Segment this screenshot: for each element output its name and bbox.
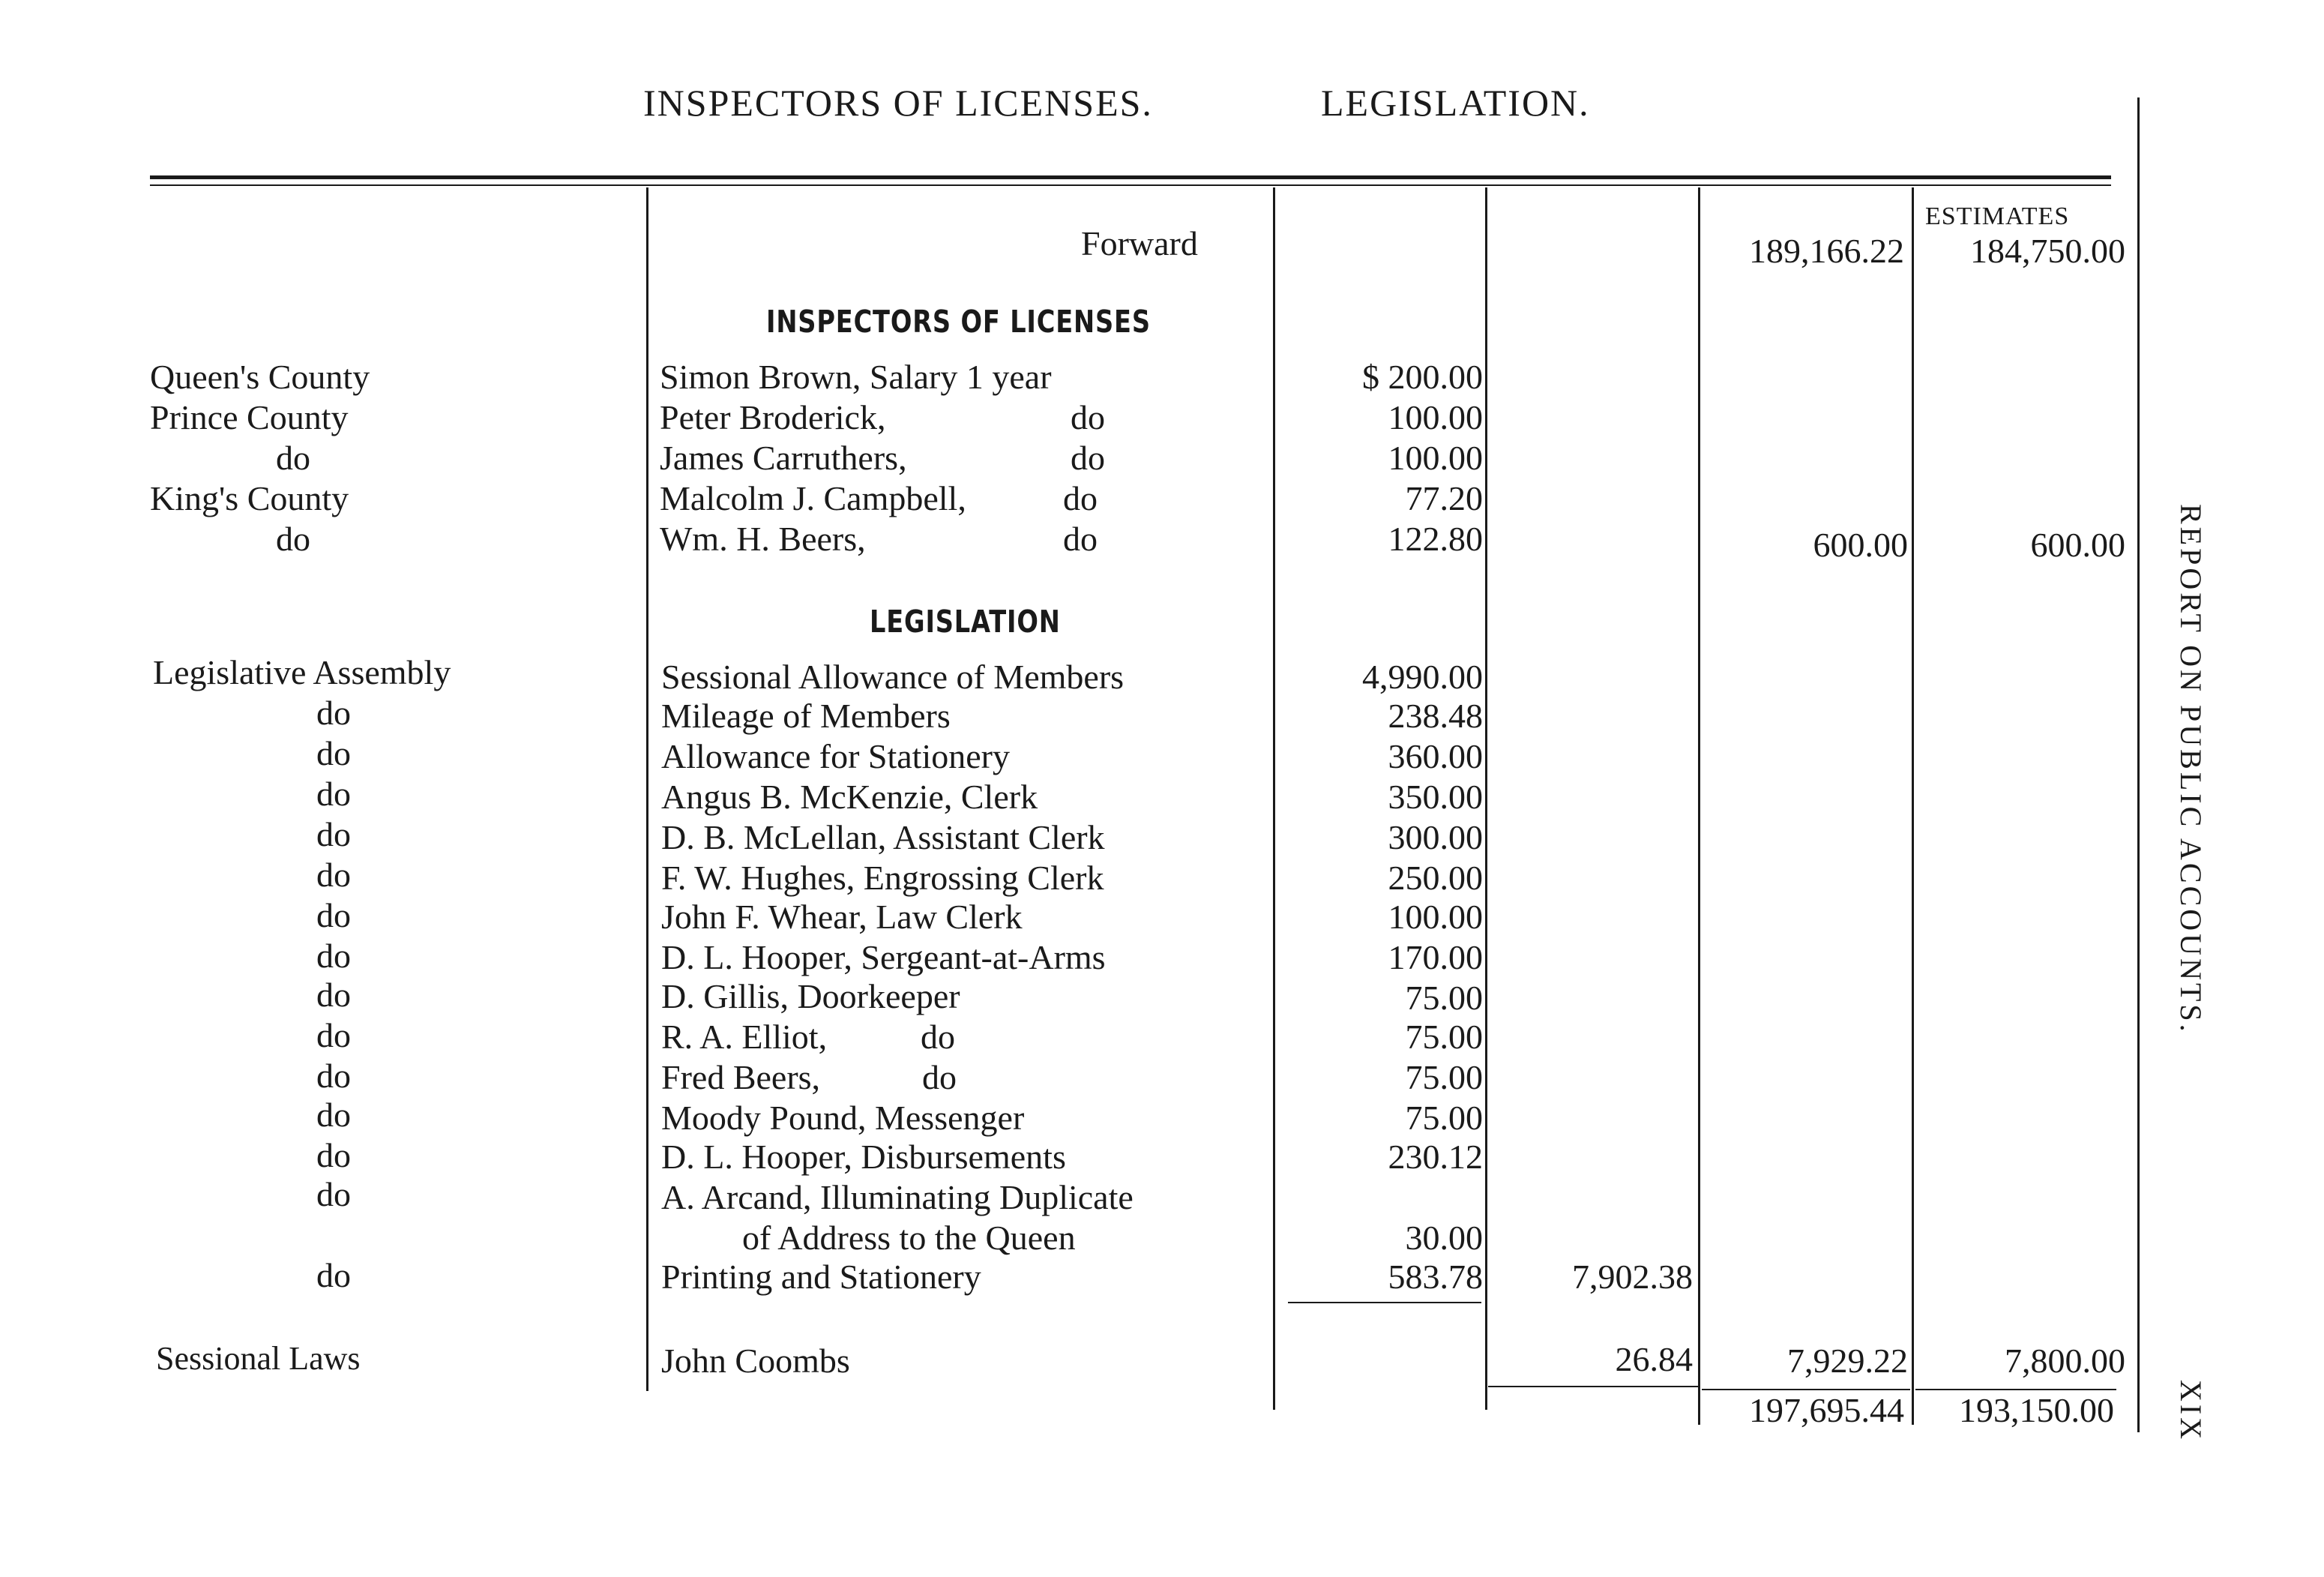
legislation-entry: Allowance for Stationery — [661, 737, 1010, 775]
ditto-mark: do — [1071, 398, 1105, 436]
inspector-amount: 100.00 — [1388, 398, 1483, 436]
legislation-amount: 350.00 — [1388, 778, 1483, 816]
legislation-amount: 75.00 — [1405, 1018, 1483, 1056]
body-label: do — [316, 896, 351, 934]
inspector-entry: James Carruthers, — [660, 439, 907, 477]
column-divider — [1698, 187, 1700, 1425]
body-label: do — [316, 694, 351, 732]
county-label: King's County — [150, 479, 349, 517]
legislation-amount: 230.12 — [1388, 1138, 1483, 1176]
legislation-amount: 170.00 — [1388, 938, 1483, 976]
sessional-laws-amount: 26.84 — [1615, 1340, 1693, 1378]
legislation-entry-continued: of Address to the Queen — [742, 1219, 1076, 1257]
inspector-amount: 77.20 — [1405, 479, 1483, 517]
top-rule-thick — [150, 175, 2111, 179]
body-label: do — [316, 937, 351, 975]
body-label: do — [316, 815, 351, 853]
ditto-mark: do — [1071, 439, 1105, 477]
legislation-entry: Moody Pound, Messenger — [661, 1099, 1025, 1137]
legislation-entry: F. W. Hughes, Engrossing Clerk — [661, 859, 1104, 897]
legislation-amount: 250.00 — [1388, 859, 1483, 897]
sessional-laws-total: 7,929.22 — [1787, 1342, 1908, 1380]
inspector-amount: 122.80 — [1388, 520, 1483, 558]
county-label: do — [276, 520, 310, 558]
body-label: do — [316, 1136, 351, 1174]
legislation-amount: 4,990.00 — [1362, 658, 1483, 696]
county-label: Prince County — [150, 398, 349, 436]
legislation-entry: A. Arcand, Illuminating Duplicate — [661, 1178, 1134, 1216]
county-label: Queen's County — [150, 358, 370, 396]
column-divider — [1273, 187, 1275, 1410]
subtotal-rule — [1288, 1302, 1481, 1303]
ditto-mark: do — [1063, 479, 1098, 517]
legislation-entry: R. A. Elliot, — [661, 1018, 828, 1056]
inspector-amount: $ 200.00 — [1362, 358, 1483, 396]
legislation-amount: 100.00 — [1388, 898, 1483, 936]
legislation-entry: Angus B. McKenzie, Clerk — [661, 778, 1038, 816]
sessional-laws-entry: John Coombs — [661, 1342, 850, 1380]
body-label: do — [316, 856, 351, 894]
legislation-entry: Fred Beers, — [661, 1058, 821, 1096]
legislation-amount: 30.00 — [1405, 1219, 1483, 1257]
side-title: REPORT ON PUBLIC ACCOUNTS. — [2174, 504, 2208, 1035]
column-divider — [1912, 187, 1914, 1425]
inspector-entry: Simon Brown, Salary 1 year — [660, 358, 1052, 396]
forward-estimate: 184,750.00 — [1970, 232, 2125, 270]
header-left: INSPECTORS OF LICENSES. — [643, 82, 1153, 124]
legislation-entry: Printing and Stationery — [661, 1258, 981, 1296]
legislation-amount: 75.00 — [1405, 1058, 1483, 1096]
legislation-entry: Sessional Allowance of Members — [661, 658, 1125, 696]
grand-total-estimate: 193,150.00 — [1959, 1391, 2114, 1429]
body-label: do — [316, 775, 351, 813]
top-rule-thin — [150, 184, 2111, 186]
body-label: do — [316, 1096, 351, 1134]
legislation-amount: 75.00 — [1405, 1099, 1483, 1137]
forward-label: Forward — [1081, 224, 1198, 262]
inspector-entry: Wm. H. Beers, — [660, 520, 866, 558]
section-title-inspectors: INSPECTORS OF LICENSES — [766, 304, 1151, 340]
legislation-entry: D. Gillis, Doorkeeper — [661, 977, 960, 1015]
legislation-amount: 300.00 — [1388, 818, 1483, 856]
legislation-amount: 238.48 — [1388, 697, 1483, 735]
legislation-entry: D. L. Hooper, Disbursements — [661, 1138, 1066, 1176]
ditto-mark: do — [922, 1058, 957, 1096]
sessional-laws-label: Sessional Laws — [156, 1340, 361, 1377]
page-edge-rule — [2137, 97, 2140, 1432]
body-label: do — [316, 1016, 351, 1054]
ditto-mark: do — [921, 1018, 955, 1056]
legislation-entry: D. L. Hooper, Sergeant-at-Arms — [661, 938, 1106, 976]
legislation-amount: 583.78 — [1388, 1258, 1483, 1296]
body-label: do — [316, 1256, 351, 1294]
column-divider — [646, 187, 648, 1391]
body-label: do — [316, 734, 351, 772]
legislation-entry: D. B. McLellan, Assistant Clerk — [661, 818, 1105, 856]
section-title-legislation: LEGISLATION — [870, 604, 1061, 640]
header-right: LEGISLATION. — [1321, 82, 1590, 124]
legislation-amount: 360.00 — [1388, 737, 1483, 775]
forward-total: 189,166.22 — [1749, 232, 1904, 270]
legislation-entry: John F. Whear, Law Clerk — [661, 898, 1023, 936]
page-number: XIX — [2174, 1380, 2208, 1443]
inspector-amount: 100.00 — [1388, 439, 1483, 477]
grand-total-rule — [1488, 1386, 1698, 1387]
legislation-amount: 75.00 — [1405, 979, 1483, 1017]
grand-total: 197,695.44 — [1749, 1391, 1904, 1429]
column-divider — [1485, 187, 1487, 1410]
inspectors-estimate: 600.00 — [2030, 526, 2125, 564]
legislation-entry: Mileage of Members — [661, 697, 951, 735]
inspector-entry: Peter Broderick, — [660, 398, 886, 436]
estimates-label: ESTIMATES — [1925, 202, 2070, 230]
body-label: do — [316, 1175, 351, 1213]
legislation-subtotal: 7,902.38 — [1572, 1258, 1693, 1296]
body-label: do — [316, 976, 351, 1014]
body-label: Legislative Assembly — [153, 653, 451, 691]
sessional-laws-estimate: 7,800.00 — [2005, 1342, 2125, 1380]
ditto-mark: do — [1063, 520, 1098, 558]
inspectors-total: 600.00 — [1813, 526, 1908, 564]
county-label: do — [276, 439, 310, 477]
body-label: do — [316, 1057, 351, 1095]
inspector-entry: Malcolm J. Campbell, — [660, 479, 966, 517]
